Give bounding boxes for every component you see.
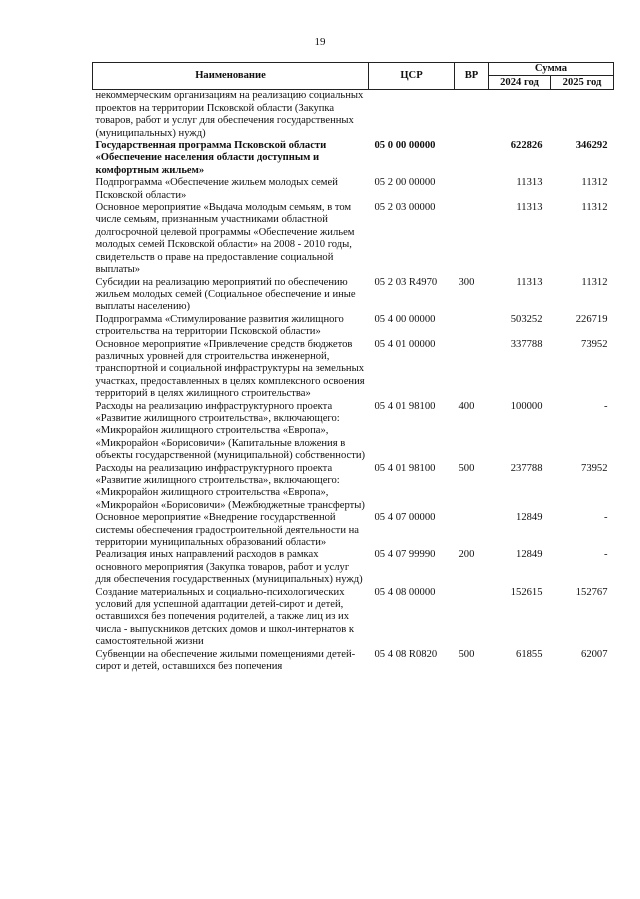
- row-csr: 05 2 03 00000: [374, 202, 436, 214]
- table-body: [93, 90, 614, 674]
- row-vr: 200: [458, 549, 475, 561]
- row-sum-2025: -: [603, 512, 608, 524]
- table-row: [93, 277, 614, 314]
- row-name: Субвенции на обеспечение жилыми помещениями детей-сирот и детей, оставшихся без попечения: [95, 648, 356, 673]
- row-sum-2025: 11312: [581, 276, 608, 288]
- row-vr: 500: [458, 648, 475, 660]
- table-row: [93, 140, 614, 177]
- row-sum-2024: 337788: [510, 338, 543, 350]
- row-vr: [455, 202, 489, 276]
- row-sum-2025: -: [603, 549, 608, 561]
- row-csr: 05 4 01 00000: [374, 338, 436, 350]
- row-sum-2025: 152767: [575, 586, 608, 598]
- row-vr: 500: [458, 462, 475, 474]
- row-sum-2024: 11313: [516, 177, 543, 189]
- row-sum-2025: 11312: [581, 177, 608, 189]
- row-sum-2025: 11312: [581, 202, 608, 214]
- row-csr: 05 4 08 00000: [374, 586, 436, 598]
- row-csr: 05 4 07 99990: [374, 549, 436, 561]
- row-vr: [455, 177, 489, 202]
- table-row: [93, 463, 614, 513]
- header-year-2024: 2024 год: [489, 76, 551, 90]
- table-row: [93, 90, 614, 140]
- table-row: [93, 549, 614, 586]
- row-sum-2025: 226719: [575, 313, 608, 325]
- row-csr: 05 2 03 R4970: [374, 276, 438, 288]
- row-name: Основное мероприятие «Привлечение средств бюджетов различных уровней для строительства инженерной, транспортной и социальной инфраструктуры на земельных участках, предоставленных в целях комплексного освоения территорий в целях жилищного строительства»: [95, 338, 365, 400]
- row-csr: 05 4 01 98100: [374, 462, 436, 474]
- row-name: Создание материальных и социально-психологических условий для успешной адаптации детей-сирот и детей, оставшихся без попечения родителей, а также лиц из их числа - выпускников детских домов и школ-интернатов к самостоятельной жизни: [95, 586, 354, 648]
- row-sum-2025: 62007: [581, 648, 608, 660]
- row-vr: 400: [458, 400, 475, 412]
- row-sum-2024: 11313: [516, 202, 543, 214]
- budget-table: [92, 62, 614, 674]
- header-year-2025: 2025 год: [551, 76, 614, 90]
- header-csr: ЦСР: [369, 63, 455, 90]
- row-sum-2024: 152615: [510, 586, 543, 598]
- page-number: 19: [314, 36, 326, 48]
- table-row: [93, 649, 614, 674]
- row-sum-2024: 622826: [510, 140, 543, 152]
- row-vr: [455, 90, 489, 140]
- table-row: [93, 512, 614, 549]
- table-row: [93, 339, 614, 401]
- row-sum-2025: 346292: [575, 140, 608, 152]
- row-sum-2024: 11313: [516, 276, 543, 288]
- row-csr: 05 4 07 00000: [374, 512, 436, 524]
- header-name: Наименование: [93, 63, 369, 90]
- row-name: Основное мероприятие «Выдача молодым семьям, в том числе семьям, признанным участниками областной долгосрочной целевой программы «Обеспечение жильем молодых семей Псковской области» на 2008 - 2010 годы, свидетельств о праве на предоставление социальной выплаты»: [95, 202, 355, 276]
- row-vr: [455, 140, 489, 177]
- row-name: Реализация иных направлений расходов в рамках основного мероприятия (Закупка товаров, работ и услуг для обеспечения государственных (муниципальных) нужд): [95, 549, 363, 586]
- row-csr: 05 4 01 98100: [374, 400, 436, 412]
- row-name: Государственная программа Псковской области «Обеспечение населения области доступным и комфортным жильем»: [95, 140, 327, 176]
- row-vr: 300: [458, 276, 475, 288]
- row-sum-2024: 100000: [510, 400, 543, 412]
- row-sum-2025: 73952: [581, 338, 608, 350]
- table-row: [93, 401, 614, 463]
- row-csr: 05 0 00 00000: [374, 140, 436, 152]
- row-sum-2024: 12849: [516, 549, 543, 561]
- row-sum-2024: 12849: [516, 512, 543, 524]
- row-csr: [369, 90, 455, 140]
- row-sum-2024: 503252: [510, 313, 543, 325]
- row-vr: [455, 512, 489, 549]
- row-csr: 05 4 08 R0820: [374, 648, 438, 660]
- row-name: Основное мероприятие «Внедрение государственной системы обеспечения градостроительной деятельности на территории муниципальных образований области»: [95, 512, 360, 549]
- table-row: [93, 587, 614, 649]
- row-csr: 05 4 00 00000: [374, 313, 436, 325]
- table-row: [93, 314, 614, 339]
- row-name: Подпрограмма «Стимулирование развития жилищного строительства на территории Псковской области»: [95, 313, 344, 338]
- row-name: Подпрограмма «Обеспечение жильем молодых семей Псковской области»: [95, 177, 338, 201]
- header-vr: ВР: [455, 63, 489, 90]
- row-name: Субсидии на реализацию мероприятий по обеспечению жильем молодых семей (Социальное обеспечение и иные выплаты населению): [95, 276, 356, 313]
- row-sum-2024: 61855: [516, 648, 543, 660]
- header-sum: Сумма: [489, 63, 614, 76]
- table-row: [93, 202, 614, 276]
- row-csr: 05 2 00 00000: [374, 177, 436, 189]
- row-sum-2025: [551, 90, 614, 140]
- row-vr: [455, 314, 489, 339]
- row-sum-2025: -: [603, 400, 608, 412]
- row-name: Расходы на реализацию инфраструктурного проекта «Развитие жилищного строительства», включающего: «Микрорайон жилищного строительства «Европа», «Микрорайон «Борисовичи» (Межбюджетные трансферты): [95, 462, 365, 511]
- row-sum-2025: 73952: [581, 462, 608, 474]
- row-sum-2024: [489, 90, 551, 140]
- row-name: некоммерческим организациям на реализацию социальных проектов на территории Псковской области (Закупка товаров, работ и услуг для обеспечения государственных (муниципальных) нужд): [95, 90, 364, 139]
- row-name: Расходы на реализацию инфраструктурного проекта «Развитие жилищного строительства», включающего: «Микрорайон жилищного строительства «Европа», «Микрорайон «Борисовичи» (Капитальные вложения в объекты государственной (муниципальной) собственности): [95, 400, 366, 462]
- row-vr: [455, 339, 489, 401]
- row-vr: [455, 587, 489, 649]
- table-row: [93, 177, 614, 202]
- row-sum-2024: 237788: [510, 462, 543, 474]
